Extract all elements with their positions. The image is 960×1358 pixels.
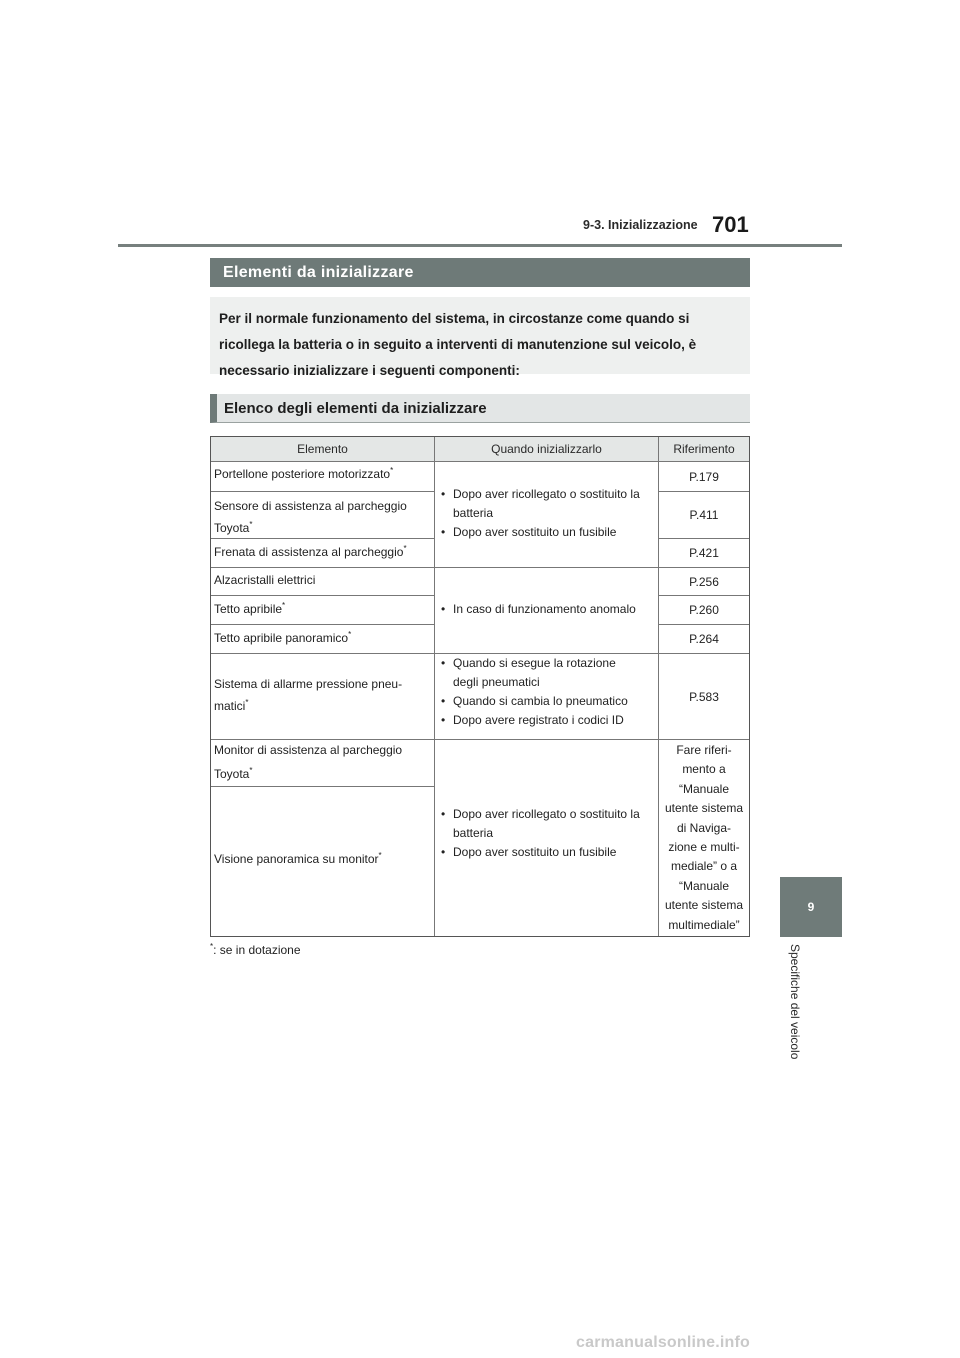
- row-element: Sistema di allarme pressione pneu- matici*: [214, 677, 403, 713]
- row-ref: P.264: [689, 632, 719, 646]
- list-item: • Dopo avere registrato i codici ID: [437, 711, 657, 730]
- row-divider: [211, 624, 434, 625]
- when-group-tires: • Quando si esegue la rotazione degli pneumatici • Quando si cambia lo pneumatico • Dopo avere registrato i codici ID: [437, 654, 657, 730]
- list-item: • Quando si esegue la rotazione: [437, 654, 657, 673]
- row-divider: [211, 786, 434, 787]
- row-ref: P.411: [689, 508, 719, 522]
- row-element: Frenata di assistenza al parcheggio*: [214, 544, 407, 559]
- row-divider: [211, 491, 434, 492]
- watermark: carmanualsonline.info: [576, 1334, 751, 1351]
- row-ref: P.260: [689, 603, 719, 617]
- list-item: • Dopo aver sostituito un fusibile: [437, 523, 657, 542]
- col-header-when: Quando inizializzarlo: [435, 437, 658, 461]
- list-item: • Dopo aver ricollegato o sostituito la: [437, 485, 657, 504]
- row-element: Tetto apribile*: [214, 601, 286, 616]
- when-group-battery-2: • Dopo aver ricollegato o sostituito la batteria • Dopo aver sostituito un fusibile: [437, 805, 657, 862]
- col-header-element: Elemento: [211, 437, 434, 461]
- footnote: *: se in dotazione: [210, 942, 301, 957]
- row-ref: P.583: [689, 689, 719, 704]
- init-table: [210, 436, 750, 937]
- list-item: • Dopo aver sostituito un fusibile: [437, 843, 657, 862]
- chapter-tab-number: 9: [807, 900, 815, 914]
- row-ref: P.256: [689, 574, 719, 589]
- intro-paragraph: Per il normale funzionamento del sistema, in circostanze come quando si ricollega la batteria o in seguito a interventi di manutenzione sul veicolo, è necessario inizializzare i seguenti componenti:: [210, 297, 750, 374]
- section-header: 9-3. Inizializzazione: [583, 218, 698, 232]
- col-divider-1: [434, 437, 435, 936]
- row-element: Portellone posteriore motorizzato*: [214, 466, 394, 481]
- row-element: Tetto apribile panoramico*: [214, 630, 352, 645]
- list-item: • In caso di funzionamento anomalo: [437, 600, 657, 619]
- when-group-anomaly: [437, 600, 657, 619]
- chapter-tab: [780, 877, 842, 937]
- row-ref: P.421: [689, 546, 719, 560]
- chapter-label: Specifiche del veicolo: [788, 944, 802, 1060]
- row-ref-multimedia: Fare riferi- mento a “Manuale utente sistema di Naviga- zione e multi- mediale” o a “Manuale utente sistema multimediale”: [664, 743, 744, 932]
- row-element: Sensore di assistenza al parcheggio Toyota*: [214, 499, 407, 535]
- page-number: 701: [712, 212, 749, 237]
- row-element: Monitor di assistenza al parcheggio Toyota*: [214, 743, 403, 781]
- header-rule: [118, 244, 842, 247]
- row-ref: P.179: [689, 469, 719, 484]
- when-group-battery: • Dopo aver ricollegato o sostituito la batteria • Dopo aver sostituito un fusibile: [437, 485, 657, 542]
- section-title: Elementi da inizializzare: [210, 258, 750, 287]
- row-element: Visione panoramica su monitor*: [214, 851, 382, 866]
- subsection-title: Elenco degli elementi da inizializzare: [210, 394, 750, 423]
- list-item: • Dopo aver ricollegato o sostituito la: [437, 805, 657, 824]
- col-header-ref: Riferimento: [659, 437, 749, 461]
- row-divider: [211, 595, 434, 596]
- row-element: Alzacristalli elettrici: [214, 573, 316, 587]
- list-item: • Quando si cambia lo pneumatico: [437, 692, 657, 711]
